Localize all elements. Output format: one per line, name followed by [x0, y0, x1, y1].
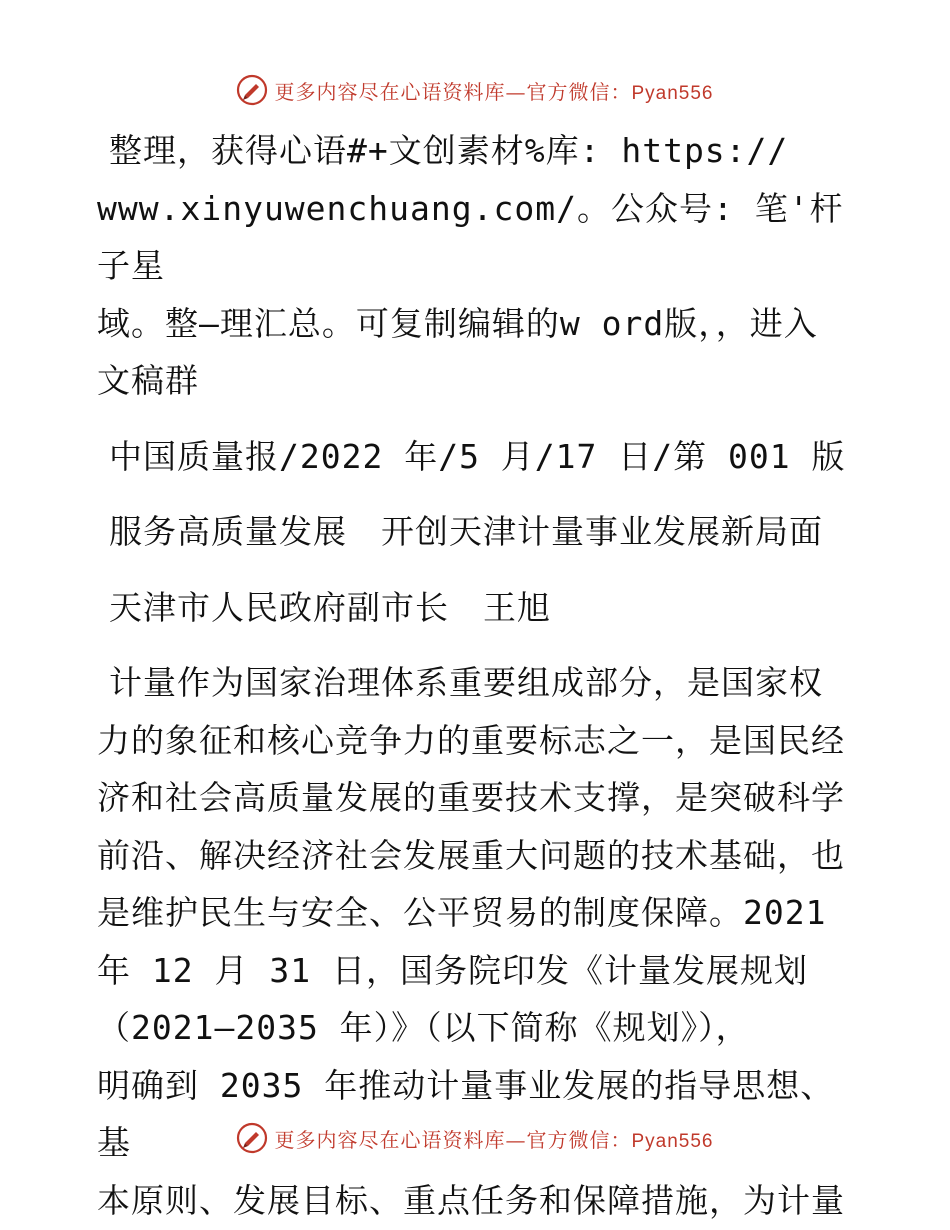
intro-line: 整理，获得心语#+文创素材%库: https://	[109, 131, 789, 170]
wechat-id: Pyan556	[631, 1130, 714, 1152]
article-line: 前沿、解决经济社会发展重大问题的技术基础，也	[97, 835, 845, 875]
article-line: 本原则、发展目标、重点任务和保障措施，为计量	[97, 1180, 845, 1220]
banner-text: 更多内容尽在心语资料库—官方微信：	[274, 1127, 632, 1152]
article-line: 力的象征和核心竞争力的重要标志之一，是国民经	[97, 720, 845, 760]
document-body	[97, 122, 857, 1229]
header-watermark-banner	[0, 70, 950, 110]
banner-text: 更多内容尽在心语资料库—官方微信：	[274, 79, 632, 104]
headline: 服务高质量发展 开创天津计量事业发展新局面	[109, 512, 823, 551]
wechat-id: Pyan556	[631, 82, 714, 104]
intro-line: 域。整—理汇总。可复制编辑的w ord版，，进入	[97, 303, 818, 343]
intro-line: 文稿群	[97, 361, 199, 400]
intro-line: www.xinyuwenchuang.com/。公众号: 笔'杆子星	[97, 188, 844, 285]
source-line: 中国质量报/2022 年/5 月/17 日/第 001 版	[109, 436, 846, 476]
article-line: 是维护民生与安全、公平贸易的制度保障。2021	[97, 893, 827, 932]
article-line: 计量作为国家治理体系重要组成部分，是国家权	[109, 663, 823, 702]
pen-heart-logo-icon	[236, 1122, 268, 1154]
footer-watermark-banner	[0, 1118, 950, 1158]
byline: 天津市人民政府副市长 王旭	[109, 587, 551, 627]
pen-heart-logo-icon	[236, 74, 268, 106]
article-line: 年 12 月 31 日，国务院印发《计量发展规划	[97, 950, 808, 990]
article-line: （2021—2035 年）》（以下简称《规划》），	[97, 1008, 750, 1047]
article-line: 明确到 2035 年推动计量事业发展的指导思想、基	[97, 1065, 835, 1162]
intro-paragraph	[97, 122, 857, 410]
article-line: 济和社会高质量发展的重要技术支撑，是突破科学	[97, 778, 845, 817]
